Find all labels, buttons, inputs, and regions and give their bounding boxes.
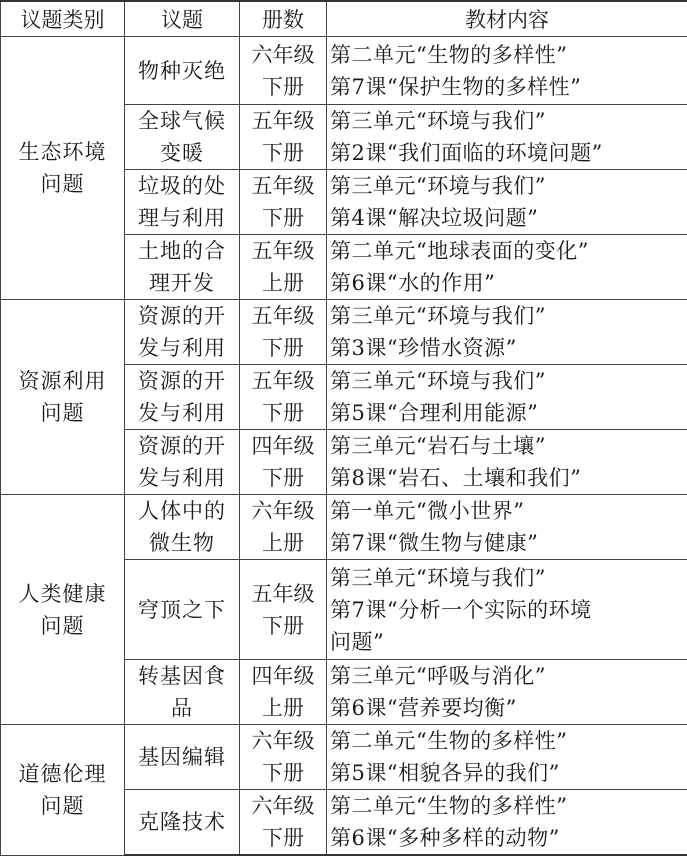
topic-line: 基因编辑 <box>138 745 226 769</box>
book-cell <box>240 495 327 560</box>
content-line: 第8课“岩石、土壤和我们” <box>330 466 582 490</box>
book-line: 下册 <box>262 613 304 638</box>
topic-cell <box>125 37 240 105</box>
table-row <box>1 495 687 560</box>
book-line: 下册 <box>262 336 304 360</box>
book-cell <box>240 235 327 300</box>
book-cell <box>240 37 327 105</box>
book-line: 下册 <box>262 761 304 785</box>
topic-line: 微生物 <box>149 531 215 555</box>
book-cell <box>240 170 327 235</box>
content-cell <box>327 560 687 660</box>
category-line: 问题 <box>40 793 85 818</box>
content-line: 第二单元“生物的多样性” <box>330 794 568 818</box>
topic-line: 理开发 <box>149 271 215 295</box>
category-line: 人类健康 <box>18 581 107 606</box>
topic-line: 发与利用 <box>138 336 226 360</box>
topic-line: 资源的开 <box>138 304 226 328</box>
book-line: 五年级 <box>251 369 315 393</box>
book-line: 下册 <box>262 466 304 490</box>
topic-line: 克隆技术 <box>138 810 226 834</box>
book-line: 六年级 <box>251 42 315 67</box>
topic-line: 垃圾的处 <box>138 174 226 198</box>
header-book: 册数 <box>240 1 327 37</box>
book-line: 五年级 <box>251 239 315 263</box>
table-row <box>1 725 687 790</box>
book-line: 下册 <box>262 74 304 99</box>
content-line: 第三单元“环境与我们” <box>330 304 546 328</box>
book-cell <box>240 365 327 430</box>
content-line: 第6课“水的作用” <box>330 271 496 295</box>
content-line: 第三单元“岩石与土壤” <box>330 434 546 458</box>
book-line: 下册 <box>262 141 304 165</box>
table-row <box>1 37 687 105</box>
book-line: 五年级 <box>251 581 315 606</box>
content-cell <box>327 660 687 725</box>
content-cell <box>327 235 687 300</box>
content-line: 第4课“解决垃圾问题” <box>330 206 539 230</box>
header-row <box>1 1 687 37</box>
topic-line: 资源的开 <box>138 369 226 393</box>
book-line: 上册 <box>262 696 304 720</box>
topic-cell <box>125 430 240 495</box>
topic-cell <box>125 170 240 235</box>
topic-line: 穹顶之下 <box>138 597 226 622</box>
topic-line: 品 <box>171 696 193 720</box>
header-category: 议题类别 <box>1 1 125 37</box>
book-cell <box>240 660 327 725</box>
topic-line: 转基因食 <box>138 664 226 688</box>
topic-cell <box>125 495 240 560</box>
category-cell <box>1 37 125 300</box>
topic-line: 物种灭绝 <box>138 58 226 83</box>
content-line: 第二单元“生物的多样性” <box>330 42 568 67</box>
book-line: 上册 <box>262 271 304 295</box>
topic-line: 全球气候 <box>138 109 226 133</box>
book-line: 五年级 <box>251 304 315 328</box>
content-line: 第一单元“微小世界” <box>330 499 525 523</box>
topic-line: 土地的合 <box>138 239 226 263</box>
topic-cell <box>125 365 240 430</box>
book-line: 下册 <box>262 826 304 850</box>
content-line: 第6课“多种多样的动物” <box>330 826 560 850</box>
book-line: 五年级 <box>251 109 315 133</box>
book-cell <box>240 105 327 170</box>
topic-cell <box>125 790 240 856</box>
content-line: 第三单元“环境与我们” <box>330 369 546 393</box>
content-cell <box>327 430 687 495</box>
topic-cell <box>125 660 240 725</box>
content-cell <box>327 495 687 560</box>
topic-line: 变暖 <box>160 141 204 165</box>
topic-cell <box>125 560 240 660</box>
topic-line: 发与利用 <box>138 401 226 425</box>
book-line: 下册 <box>262 206 304 230</box>
content-cell <box>327 790 687 856</box>
topic-line: 人体中的 <box>138 499 226 523</box>
content-line: 第5课“相貌各异的我们” <box>330 761 560 785</box>
table-body <box>1 37 687 856</box>
content-cell <box>327 365 687 430</box>
topic-line: 理与利用 <box>138 206 226 230</box>
book-line: 上册 <box>262 531 304 555</box>
topic-line: 发与利用 <box>138 466 226 490</box>
content-line: 第三单元“环境与我们” <box>330 174 546 198</box>
category-cell <box>1 300 125 495</box>
topic-cell <box>125 300 240 365</box>
book-line: 四年级 <box>251 664 315 688</box>
book-cell <box>240 560 327 660</box>
category-line: 问题 <box>40 613 85 638</box>
content-line: 第5课“合理利用能源” <box>330 401 539 425</box>
content-line: 第6课“营养要均衡” <box>330 696 517 720</box>
content-line: 问题” <box>330 629 385 654</box>
book-line: 六年级 <box>251 794 315 818</box>
category-line: 问题 <box>40 172 85 196</box>
content-cell <box>327 170 687 235</box>
content-line: 第7课“保护生物的多样性” <box>330 74 582 99</box>
book-line: 五年级 <box>251 174 315 198</box>
content-line: 第7课“分析一个实际的环境 <box>330 597 592 622</box>
category-cell <box>1 495 125 725</box>
header-topic: 议题 <box>125 1 240 37</box>
content-line: 第二单元“生物的多样性” <box>330 729 568 753</box>
category-cell <box>1 725 125 856</box>
topic-cell <box>125 105 240 170</box>
topic-cell <box>125 235 240 300</box>
book-line: 六年级 <box>251 729 315 753</box>
content-cell <box>327 300 687 365</box>
book-cell <box>240 790 327 856</box>
topic-line: 资源的开 <box>138 434 226 458</box>
book-line: 六年级 <box>251 499 315 523</box>
content-line: 第3课“珍惜水资源” <box>330 336 517 360</box>
content-line: 第三单元“呼吸与消化” <box>330 664 546 688</box>
category-line: 问题 <box>40 401 85 425</box>
content-cell <box>327 37 687 105</box>
category-line: 资源利用 <box>18 369 107 393</box>
content-line: 第2课“我们面临的环境问题” <box>330 141 603 165</box>
category-line: 生态环境 <box>18 140 107 164</box>
category-line: 道德伦理 <box>18 761 107 786</box>
content-line: 第三单元“环境与我们” <box>330 109 546 133</box>
book-line: 四年级 <box>251 434 315 458</box>
content-line: 第三单元“环境与我们” <box>330 565 546 590</box>
table-row <box>1 300 687 365</box>
topic-cell <box>125 725 240 790</box>
book-cell <box>240 300 327 365</box>
book-cell <box>240 430 327 495</box>
book-cell <box>240 725 327 790</box>
book-line: 下册 <box>262 401 304 425</box>
header-content: 教材内容 <box>327 1 687 37</box>
content-line: 第7课“微生物与健康” <box>330 531 539 555</box>
content-cell <box>327 105 687 170</box>
content-line: 第二单元“地球表面的变化” <box>330 239 589 263</box>
content-cell <box>327 725 687 790</box>
